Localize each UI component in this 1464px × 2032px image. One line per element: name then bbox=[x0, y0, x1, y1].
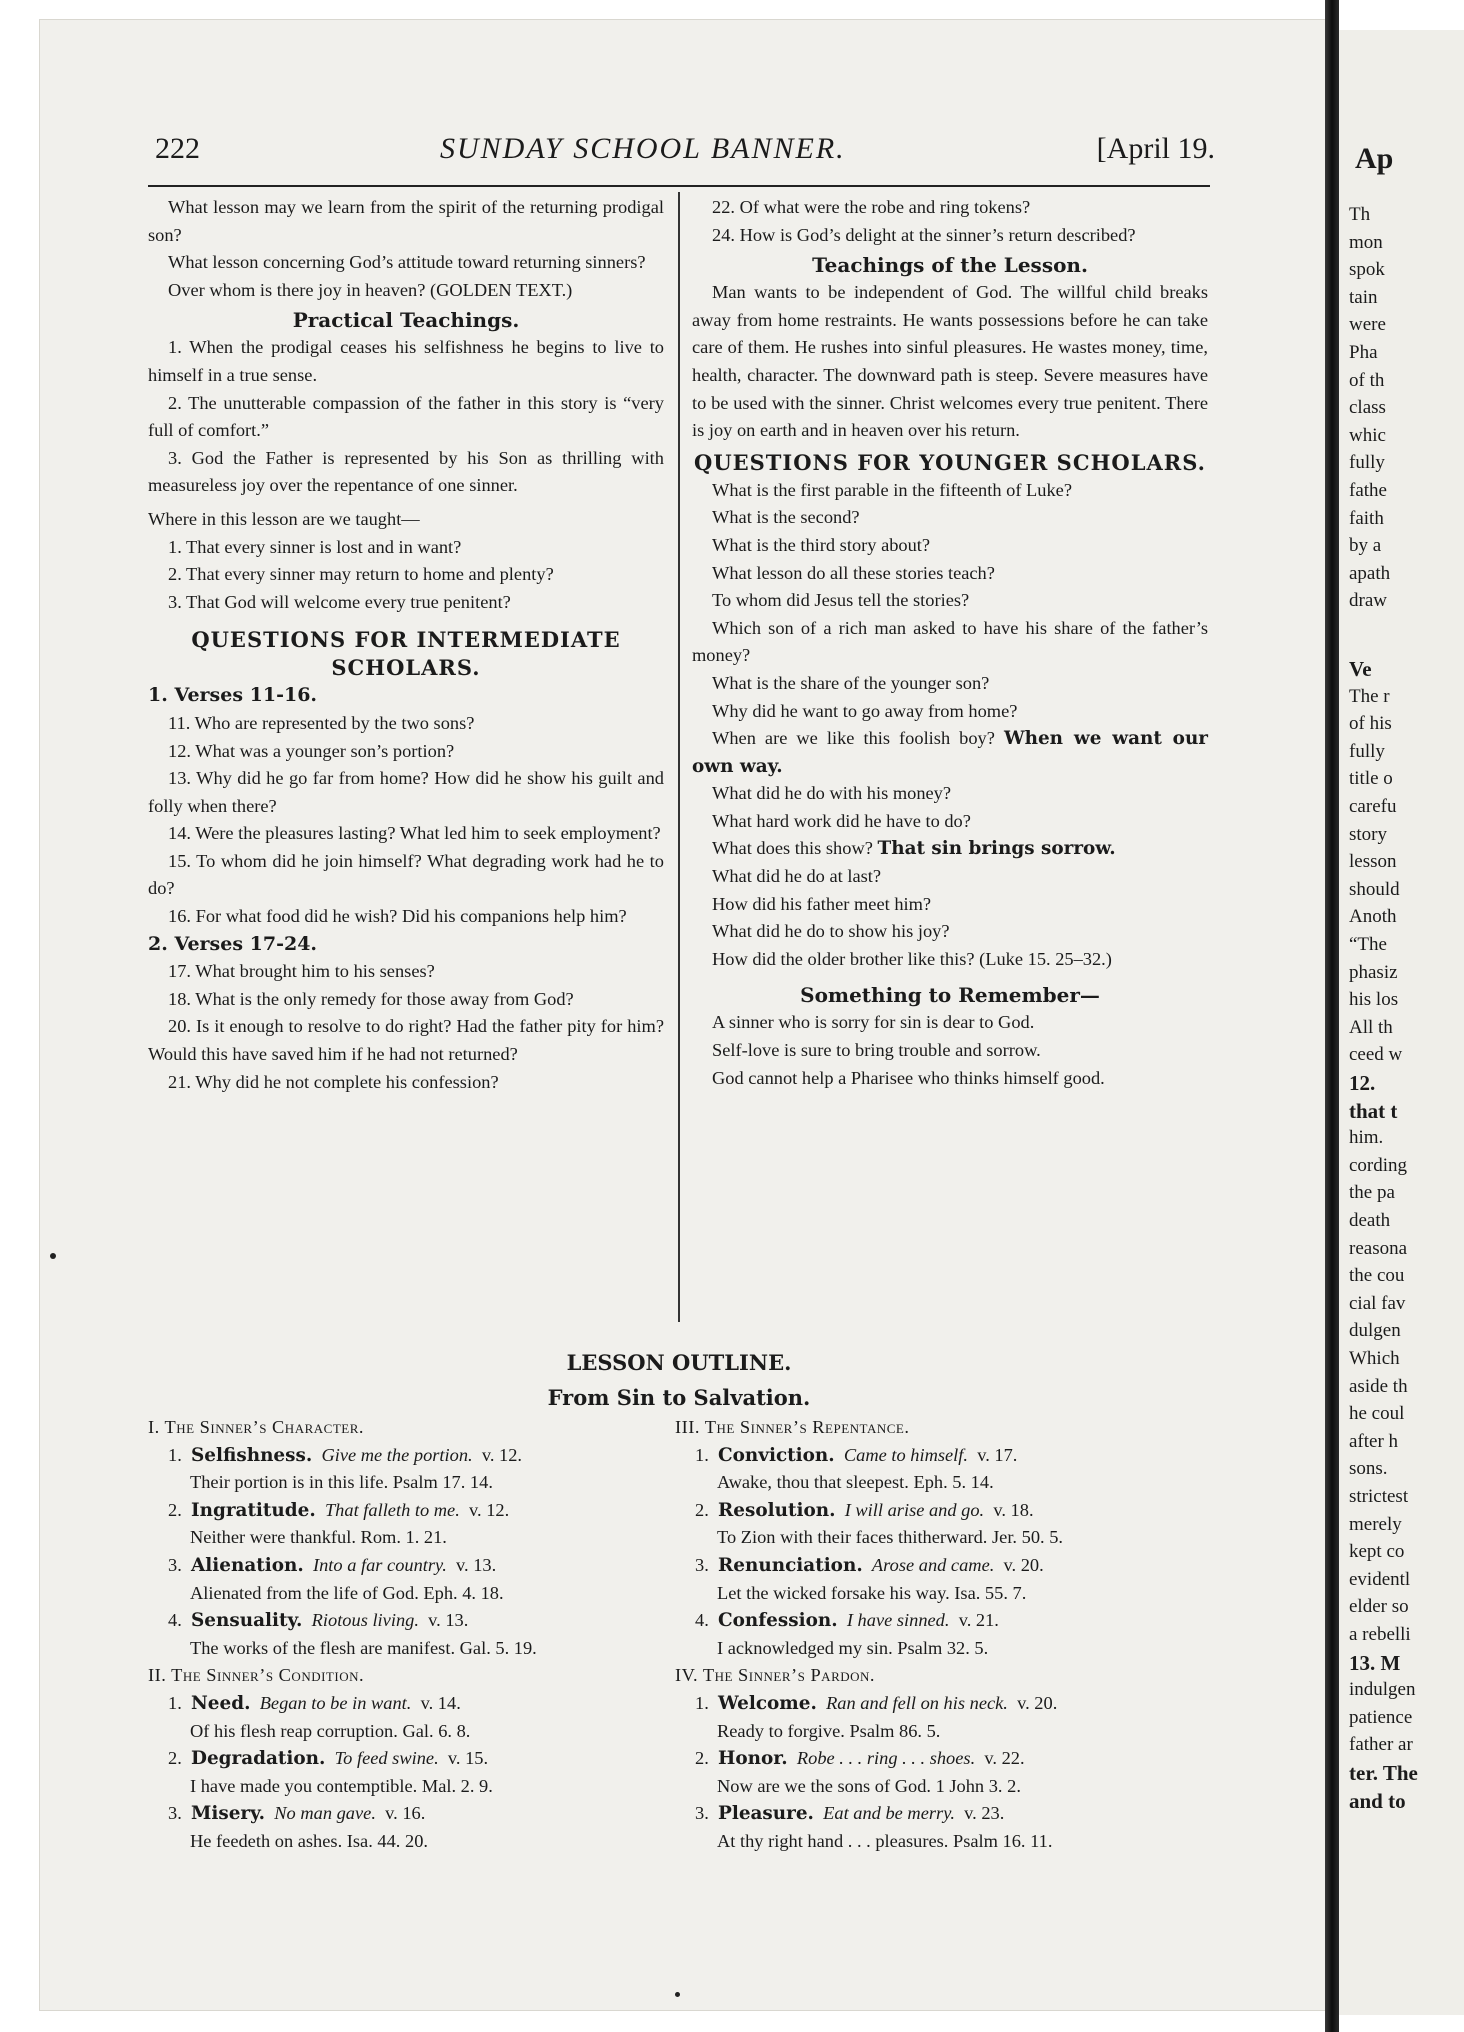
intermediate-questions-heading: QUESTIONS FOR INTERMEDIATE SCHOLARS. bbox=[191, 627, 621, 681]
outline-point-number: 3. bbox=[168, 1803, 182, 1824]
outline-point bbox=[675, 1442, 1215, 1470]
outline-point bbox=[148, 1690, 668, 1718]
lesson-outline-subtitle: From Sin to Salvation. bbox=[547, 1385, 811, 1410]
outline-scripture-reference: Alienated from the life of God. Eph. 4. 18. bbox=[190, 1582, 504, 1603]
adjacent-page-text-fragment: cording bbox=[1349, 1154, 1408, 1176]
where-taught-intro: Where in this lesson are we taught— bbox=[148, 508, 420, 529]
question: 18. What is the only remedy for those away from God? bbox=[168, 988, 574, 1009]
column-divider bbox=[678, 192, 680, 1322]
intro-question: What lesson may we learn from the spirit of the returning prodigal son? bbox=[148, 197, 664, 245]
practical-teaching: 3. God the Father is represented by his Son as thrilling with measureless joy over the repentance of one sinner. bbox=[148, 447, 664, 496]
adjacent-page-text-fragment: cial fav bbox=[1349, 1292, 1406, 1314]
outline-point-quote: I will arise and go. bbox=[844, 1499, 985, 1520]
question: 12. What was a younger son’s portion? bbox=[168, 740, 455, 761]
page-number: 222 bbox=[155, 132, 200, 165]
adjacent-page-text-fragment: death bbox=[1349, 1210, 1391, 1231]
ink-speck bbox=[50, 1253, 56, 1259]
adjacent-page-text-fragment: lesson bbox=[1349, 851, 1397, 873]
outline-point bbox=[148, 1800, 668, 1828]
outline-point-number: 4. bbox=[168, 1610, 182, 1631]
question: To whom did Jesus tell the stories? bbox=[712, 590, 970, 611]
outline-point-keyword: Degradation. bbox=[191, 1748, 326, 1770]
outline-point-verse: v. 13. bbox=[428, 1610, 469, 1631]
question: What lesson do all these stories teach? bbox=[712, 562, 995, 583]
outline-point-keyword: Welcome. bbox=[718, 1692, 817, 1714]
adjacent-page-text-fragment: phasiz bbox=[1349, 961, 1398, 983]
answer-text: That sin brings sorrow. bbox=[877, 838, 1116, 860]
adjacent-page-text-fragment: after h bbox=[1349, 1430, 1399, 1452]
publication-title: SUNDAY SCHOOL BANNER. bbox=[440, 132, 846, 165]
adjacent-page-text-fragment: strictest bbox=[1349, 1486, 1409, 1507]
adjacent-page-text-fragment: and to bbox=[1349, 1788, 1406, 1813]
question: Why did he want to go away from home? bbox=[712, 700, 1018, 721]
adjacent-page-text-fragment: Th bbox=[1349, 204, 1371, 225]
adjacent-page-text-fragment: dulgen bbox=[1349, 1320, 1401, 1342]
outline-point-verse: v. 20. bbox=[1017, 1692, 1058, 1713]
outline-point-verse: v. 21. bbox=[958, 1610, 999, 1631]
where-taught-item: 3. That God will welcome every true penitent? bbox=[168, 591, 511, 612]
adjacent-page-text-fragment: sons. bbox=[1349, 1458, 1388, 1480]
practical-teachings-heading: Practical Teachings. bbox=[292, 308, 520, 333]
outline-point bbox=[148, 1442, 668, 1470]
outline-point-number: 2. bbox=[695, 1748, 709, 1769]
adjacent-page-text-fragment: Which bbox=[1349, 1348, 1400, 1369]
outline-scripture-reference: Let the wicked forsake his way. Isa. 55. 7. bbox=[717, 1582, 1027, 1603]
intro-question: What lesson concerning God’s attitude toward returning sinners? bbox=[168, 252, 646, 273]
outline-point-number: 3. bbox=[168, 1554, 182, 1575]
question: What is the second? bbox=[712, 507, 860, 528]
outline-point-keyword: Resolution. bbox=[718, 1499, 836, 1521]
question-with-answer bbox=[692, 725, 1208, 780]
outline-scripture-reference: I have made you contemptible. Mal. 2. 9. bbox=[190, 1775, 493, 1796]
outline-point bbox=[675, 1607, 1215, 1635]
outline-point-quote: Robe . . . ring . . . shoes. bbox=[796, 1748, 976, 1769]
issue-date: [April 19. bbox=[1096, 132, 1215, 165]
outline-section-heading: I. The Sinner’s Character. bbox=[148, 1417, 364, 1437]
younger-questions-heading: QUESTIONS FOR YOUNGER SCHOLARS. bbox=[694, 449, 1206, 475]
adjacent-page bbox=[1339, 30, 1464, 2015]
outline-point-number: 3. bbox=[695, 1803, 709, 1824]
outline-point-number: 1. bbox=[168, 1692, 182, 1713]
where-taught-item: 1. That every sinner is lost and in want? bbox=[168, 536, 462, 557]
adjacent-page-text-fragment: fully bbox=[1349, 740, 1385, 762]
adjacent-page-text-fragment: The r bbox=[1349, 685, 1390, 707]
outline-point-verse: v. 20. bbox=[1003, 1554, 1044, 1575]
ink-speck bbox=[675, 1992, 680, 1997]
adjacent-page-text-fragment: spok bbox=[1349, 259, 1385, 281]
outline-point-keyword: Conviction. bbox=[718, 1444, 835, 1466]
adjacent-page-text-fragment: Ve bbox=[1349, 657, 1372, 681]
outline-point-verse: v. 12. bbox=[481, 1444, 523, 1465]
adjacent-page-text-fragment: that t bbox=[1349, 1098, 1398, 1123]
outline-point bbox=[148, 1607, 668, 1635]
outline-point-keyword: Sensuality. bbox=[191, 1610, 303, 1632]
question: 21. Why did he not complete his confession? bbox=[168, 1071, 499, 1092]
adjacent-page-text-fragment: evidentl bbox=[1349, 1568, 1411, 1590]
outline-section-heading: IV. The Sinner’s Pardon. bbox=[675, 1665, 876, 1686]
question: What is the share of the younger son? bbox=[712, 672, 990, 693]
question: What did he do with his money? bbox=[712, 783, 952, 804]
adjacent-page-text-fragment: apath bbox=[1349, 562, 1391, 584]
adjacent-page-text-fragment: kept co bbox=[1349, 1541, 1405, 1563]
verses-heading: 2. Verses 17-24. bbox=[148, 932, 318, 955]
outline-left-column bbox=[148, 1414, 668, 1856]
adjacent-page-header: Ap bbox=[1355, 142, 1394, 175]
adjacent-page-text-fragment: draw bbox=[1349, 590, 1387, 612]
outline-point bbox=[148, 1552, 668, 1580]
outline-point-keyword: Confession. bbox=[718, 1610, 838, 1632]
outline-point bbox=[675, 1690, 1215, 1718]
adjacent-page-text-fragment: a rebelli bbox=[1349, 1624, 1411, 1645]
outline-point-verse: v. 23. bbox=[964, 1803, 1005, 1824]
outline-scripture-reference: The works of the flesh are manifest. Gal. 5. 19. bbox=[190, 1637, 537, 1658]
question: How did his father meet him? bbox=[712, 893, 932, 914]
outline-point-verse: v. 18. bbox=[993, 1499, 1034, 1520]
outline-point-quote: No man gave. bbox=[274, 1803, 376, 1824]
right-column bbox=[692, 194, 1208, 1092]
intro-question: Over whom is there joy in heaven? (GOLDEN TEXT.) bbox=[168, 279, 573, 300]
outline-point-quote: Eat and be merry. bbox=[823, 1803, 955, 1824]
adjacent-page-text-fragment: title o bbox=[1349, 768, 1393, 790]
outline-point-quote: Came to himself. bbox=[843, 1444, 969, 1465]
adjacent-page-text-fragment: whic bbox=[1349, 424, 1386, 446]
outline-point bbox=[675, 1552, 1215, 1580]
page-header bbox=[155, 132, 1215, 176]
outline-point-number: 2. bbox=[168, 1499, 182, 1520]
question: What did he do to show his joy? bbox=[712, 921, 950, 942]
adjacent-page-text-fragment: should bbox=[1349, 878, 1400, 900]
remember-heading: Something to Remember— bbox=[800, 983, 1100, 1008]
adjacent-page-text-fragment: 12. bbox=[1349, 1071, 1376, 1095]
outline-point-quote: To feed swine. bbox=[334, 1748, 439, 1769]
outline-scripture-reference: I acknowledged my sin. Psalm 32. 5. bbox=[717, 1637, 989, 1658]
outline-point-keyword: Selfishness. bbox=[191, 1444, 313, 1466]
adjacent-page-text-fragment: Anoth bbox=[1349, 906, 1397, 928]
question: 20. Is it enough to resolve to do right? Had the father pity for him? Would this have saved him if he had not returned? bbox=[148, 1016, 664, 1065]
book-spine bbox=[1325, 0, 1339, 2032]
outline-point-number: 1. bbox=[695, 1444, 709, 1465]
header-rule bbox=[148, 185, 1210, 187]
adjacent-page-text-fragment: elder so bbox=[1349, 1596, 1409, 1618]
adjacent-page-text-fragment: tain bbox=[1349, 286, 1378, 308]
adjacent-page-text-fragment: fathe bbox=[1349, 480, 1387, 501]
outline-point-keyword: Need. bbox=[191, 1692, 251, 1714]
adjacent-page-text-fragment: the cou bbox=[1349, 1265, 1405, 1287]
outline-point-verse: v. 22. bbox=[984, 1748, 1025, 1769]
outline-scripture-reference: Of his flesh reap corruption. Gal. 6. 8. bbox=[190, 1720, 471, 1741]
lesson-outline-title: LESSON OUTLINE. bbox=[566, 1350, 792, 1375]
adjacent-page-text-fragment: class bbox=[1349, 397, 1386, 419]
question: 15. To whom did he join himself? What degrading work had he to do? bbox=[148, 850, 664, 899]
adjacent-page-text-fragment: indulgen bbox=[1349, 1679, 1416, 1701]
teachings-heading: Teachings of the Lesson. bbox=[812, 253, 1088, 278]
outline-scripture-reference: To Zion with their faces thitherward. Jer. 50. 5. bbox=[717, 1527, 1063, 1548]
question-text: What does this show? bbox=[712, 838, 873, 859]
adjacent-page-text-fragment: mon bbox=[1349, 231, 1383, 253]
adjacent-page-text-fragment: carefu bbox=[1349, 796, 1397, 817]
adjacent-page-text-fragment: him. bbox=[1349, 1127, 1384, 1149]
answer-text: When we want our own way. bbox=[692, 728, 1208, 777]
adjacent-page-text-fragment: father ar bbox=[1349, 1734, 1413, 1756]
outline-scripture-reference: Their portion is in this life. Psalm 17. 14. bbox=[190, 1472, 493, 1493]
adjacent-page-text-fragment: ter. The bbox=[1349, 1761, 1418, 1785]
question-with-answer bbox=[692, 835, 1208, 863]
outline-point-number: 1. bbox=[168, 1444, 182, 1465]
outline-point-verse: v. 17. bbox=[977, 1444, 1018, 1465]
outline-point-keyword: Ingratitude. bbox=[191, 1499, 316, 1521]
outline-point-keyword: Alienation. bbox=[191, 1554, 304, 1576]
outline-point-quote: Give me the portion. bbox=[321, 1444, 473, 1465]
outline-point-quote: That falleth to me. bbox=[324, 1499, 460, 1520]
question: 16. For what food did he wish? Did his companions help him? bbox=[168, 906, 627, 927]
adjacent-page-text-fragment: All th bbox=[1349, 1016, 1393, 1038]
adjacent-page-text-fragment: patience bbox=[1349, 1706, 1413, 1728]
adjacent-page-text-fragment: aside th bbox=[1349, 1375, 1408, 1397]
adjacent-page-text-fragment: fully bbox=[1349, 452, 1385, 474]
outline-point-keyword: Honor. bbox=[718, 1748, 788, 1770]
question: How did the older brother like this? (Luke 15. 25–32.) bbox=[712, 948, 1112, 969]
outline-point-quote: Riotous living. bbox=[311, 1610, 419, 1631]
question: 24. How is God’s delight at the sinner’s return described? bbox=[712, 224, 1136, 245]
adjacent-page-text-fragment: 13. M bbox=[1349, 1650, 1401, 1675]
left-column bbox=[148, 194, 664, 1096]
remember-item: God cannot help a Pharisee who thinks himself good. bbox=[712, 1067, 1105, 1088]
outline-right-column bbox=[675, 1414, 1215, 1856]
outline-point bbox=[675, 1745, 1215, 1773]
teachings-text: Man wants to be independent of God. The willful child breaks away from home restraints. He wants possessions before he can take care of them. He rushes into sinful pleasures. He wastes money, time, health, character. The downward path is steep. Severe measures have to be used with the sinner. Christ welcomes every true penitent. There is joy on earth and in heaven over his return. bbox=[692, 282, 1208, 441]
adjacent-page-text-fragment: were bbox=[1349, 314, 1386, 336]
outline-point-verse: v. 12. bbox=[469, 1499, 510, 1520]
outline-scripture-reference: At thy right hand . . . pleasures. Psalm 16. 11. bbox=[717, 1830, 1053, 1851]
outline-scripture-reference: Now are we the sons of God. 1 John 3. 2. bbox=[717, 1775, 1021, 1796]
outline-point-quote: Into a far country. bbox=[312, 1554, 447, 1575]
adjacent-page-text-fragment: story bbox=[1349, 823, 1387, 845]
outline-section-heading: III. The Sinner’s Repentance. bbox=[675, 1417, 910, 1437]
adjacent-page-text-fragment: he coul bbox=[1349, 1403, 1405, 1425]
outline-point bbox=[675, 1497, 1215, 1525]
outline-point-number: 2. bbox=[168, 1748, 182, 1769]
outline-point-keyword: Pleasure. bbox=[718, 1803, 814, 1825]
outline-point-number: 1. bbox=[695, 1692, 709, 1713]
adjacent-page-text-fragment: merely bbox=[1349, 1513, 1402, 1535]
adjacent-page-text-fragment: of th bbox=[1349, 369, 1385, 391]
outline-point-number: 2. bbox=[695, 1499, 709, 1520]
outline-point-quote: Began to be in want. bbox=[259, 1692, 412, 1713]
practical-teaching: 2. The unutterable compassion of the father in this story is “very full of comfort.” bbox=[148, 392, 664, 441]
adjacent-page-text-fragment: “The bbox=[1349, 934, 1387, 955]
outline-point-verse: v. 15. bbox=[447, 1748, 489, 1769]
question: What is the third story about? bbox=[712, 534, 931, 555]
adjacent-page-text-fragment: his los bbox=[1349, 989, 1399, 1011]
outline-point bbox=[675, 1800, 1215, 1828]
adjacent-page-text-fragment: of his bbox=[1349, 713, 1392, 735]
remember-item: Self-love is sure to bring trouble and sorrow. bbox=[712, 1040, 1041, 1061]
outline-scripture-reference: He feedeth on ashes. Isa. 44. 20. bbox=[190, 1830, 428, 1851]
question: What hard work did he have to do? bbox=[712, 810, 971, 831]
outline-point-verse: v. 13. bbox=[456, 1554, 497, 1575]
question: 14. Were the pleasures lasting? What led him to seek employment? bbox=[168, 823, 661, 844]
question: Which son of a rich man asked to have his share of the father’s money? bbox=[692, 617, 1208, 666]
outline-point-number: 3. bbox=[695, 1554, 709, 1575]
outline-point-quote: I have sinned. bbox=[846, 1610, 950, 1631]
outline-point-keyword: Renunciation. bbox=[718, 1554, 863, 1576]
outline-scripture-reference: Neither were thankful. Rom. 1. 21. bbox=[190, 1527, 447, 1548]
remember-item: A sinner who is sorry for sin is dear to God. bbox=[712, 1012, 1035, 1033]
question: 13. Why did he go far from home? How did he show his guilt and folly when there? bbox=[148, 768, 664, 816]
question-text: When are we like this foolish boy? bbox=[712, 728, 995, 749]
verses-heading: 1. Verses 11-16. bbox=[148, 684, 318, 707]
adjacent-page-text-fragment: reasona bbox=[1349, 1237, 1408, 1259]
outline-point-keyword: Misery. bbox=[191, 1803, 266, 1825]
adjacent-page-text-fragment: by a bbox=[1349, 535, 1382, 557]
question: 17. What brought him to his senses? bbox=[168, 961, 435, 982]
adjacent-page-text-fragment: the pa bbox=[1349, 1182, 1395, 1204]
question: 11. Who are represented by the two sons? bbox=[168, 712, 475, 733]
outline-point-quote: Arose and came. bbox=[871, 1554, 995, 1575]
adjacent-page-text-fragment: Pha bbox=[1349, 342, 1378, 363]
outline-section-heading: II. The Sinner’s Condition. bbox=[148, 1665, 365, 1686]
outline-point-verse: v. 16. bbox=[385, 1803, 426, 1824]
outline-scripture-reference: Awake, thou that sleepest. Eph. 5. 14. bbox=[717, 1472, 994, 1493]
outline-scripture-reference: Ready to forgive. Psalm 86. 5. bbox=[717, 1720, 941, 1741]
outline-point bbox=[148, 1497, 668, 1525]
outline-point bbox=[148, 1745, 668, 1773]
outline-point-quote: Ran and fell on his neck. bbox=[826, 1692, 1008, 1713]
outline-point-verse: v. 14. bbox=[420, 1692, 461, 1713]
where-taught-item: 2. That every sinner may return to home and plenty? bbox=[168, 564, 554, 585]
question: 22. Of what were the robe and ring tokens? bbox=[712, 197, 1031, 217]
question: What is the first parable in the fifteenth of Luke? bbox=[712, 479, 1073, 500]
adjacent-page-text-fragment: ceed w bbox=[1349, 1044, 1403, 1066]
question: What did he do at last? bbox=[712, 866, 882, 887]
adjacent-page-text-fragment: faith bbox=[1349, 507, 1384, 529]
outline-point-number: 4. bbox=[695, 1610, 709, 1631]
practical-teaching: 1. When the prodigal ceases his selfishness he begins to live to himself in a true sense. bbox=[148, 337, 664, 385]
